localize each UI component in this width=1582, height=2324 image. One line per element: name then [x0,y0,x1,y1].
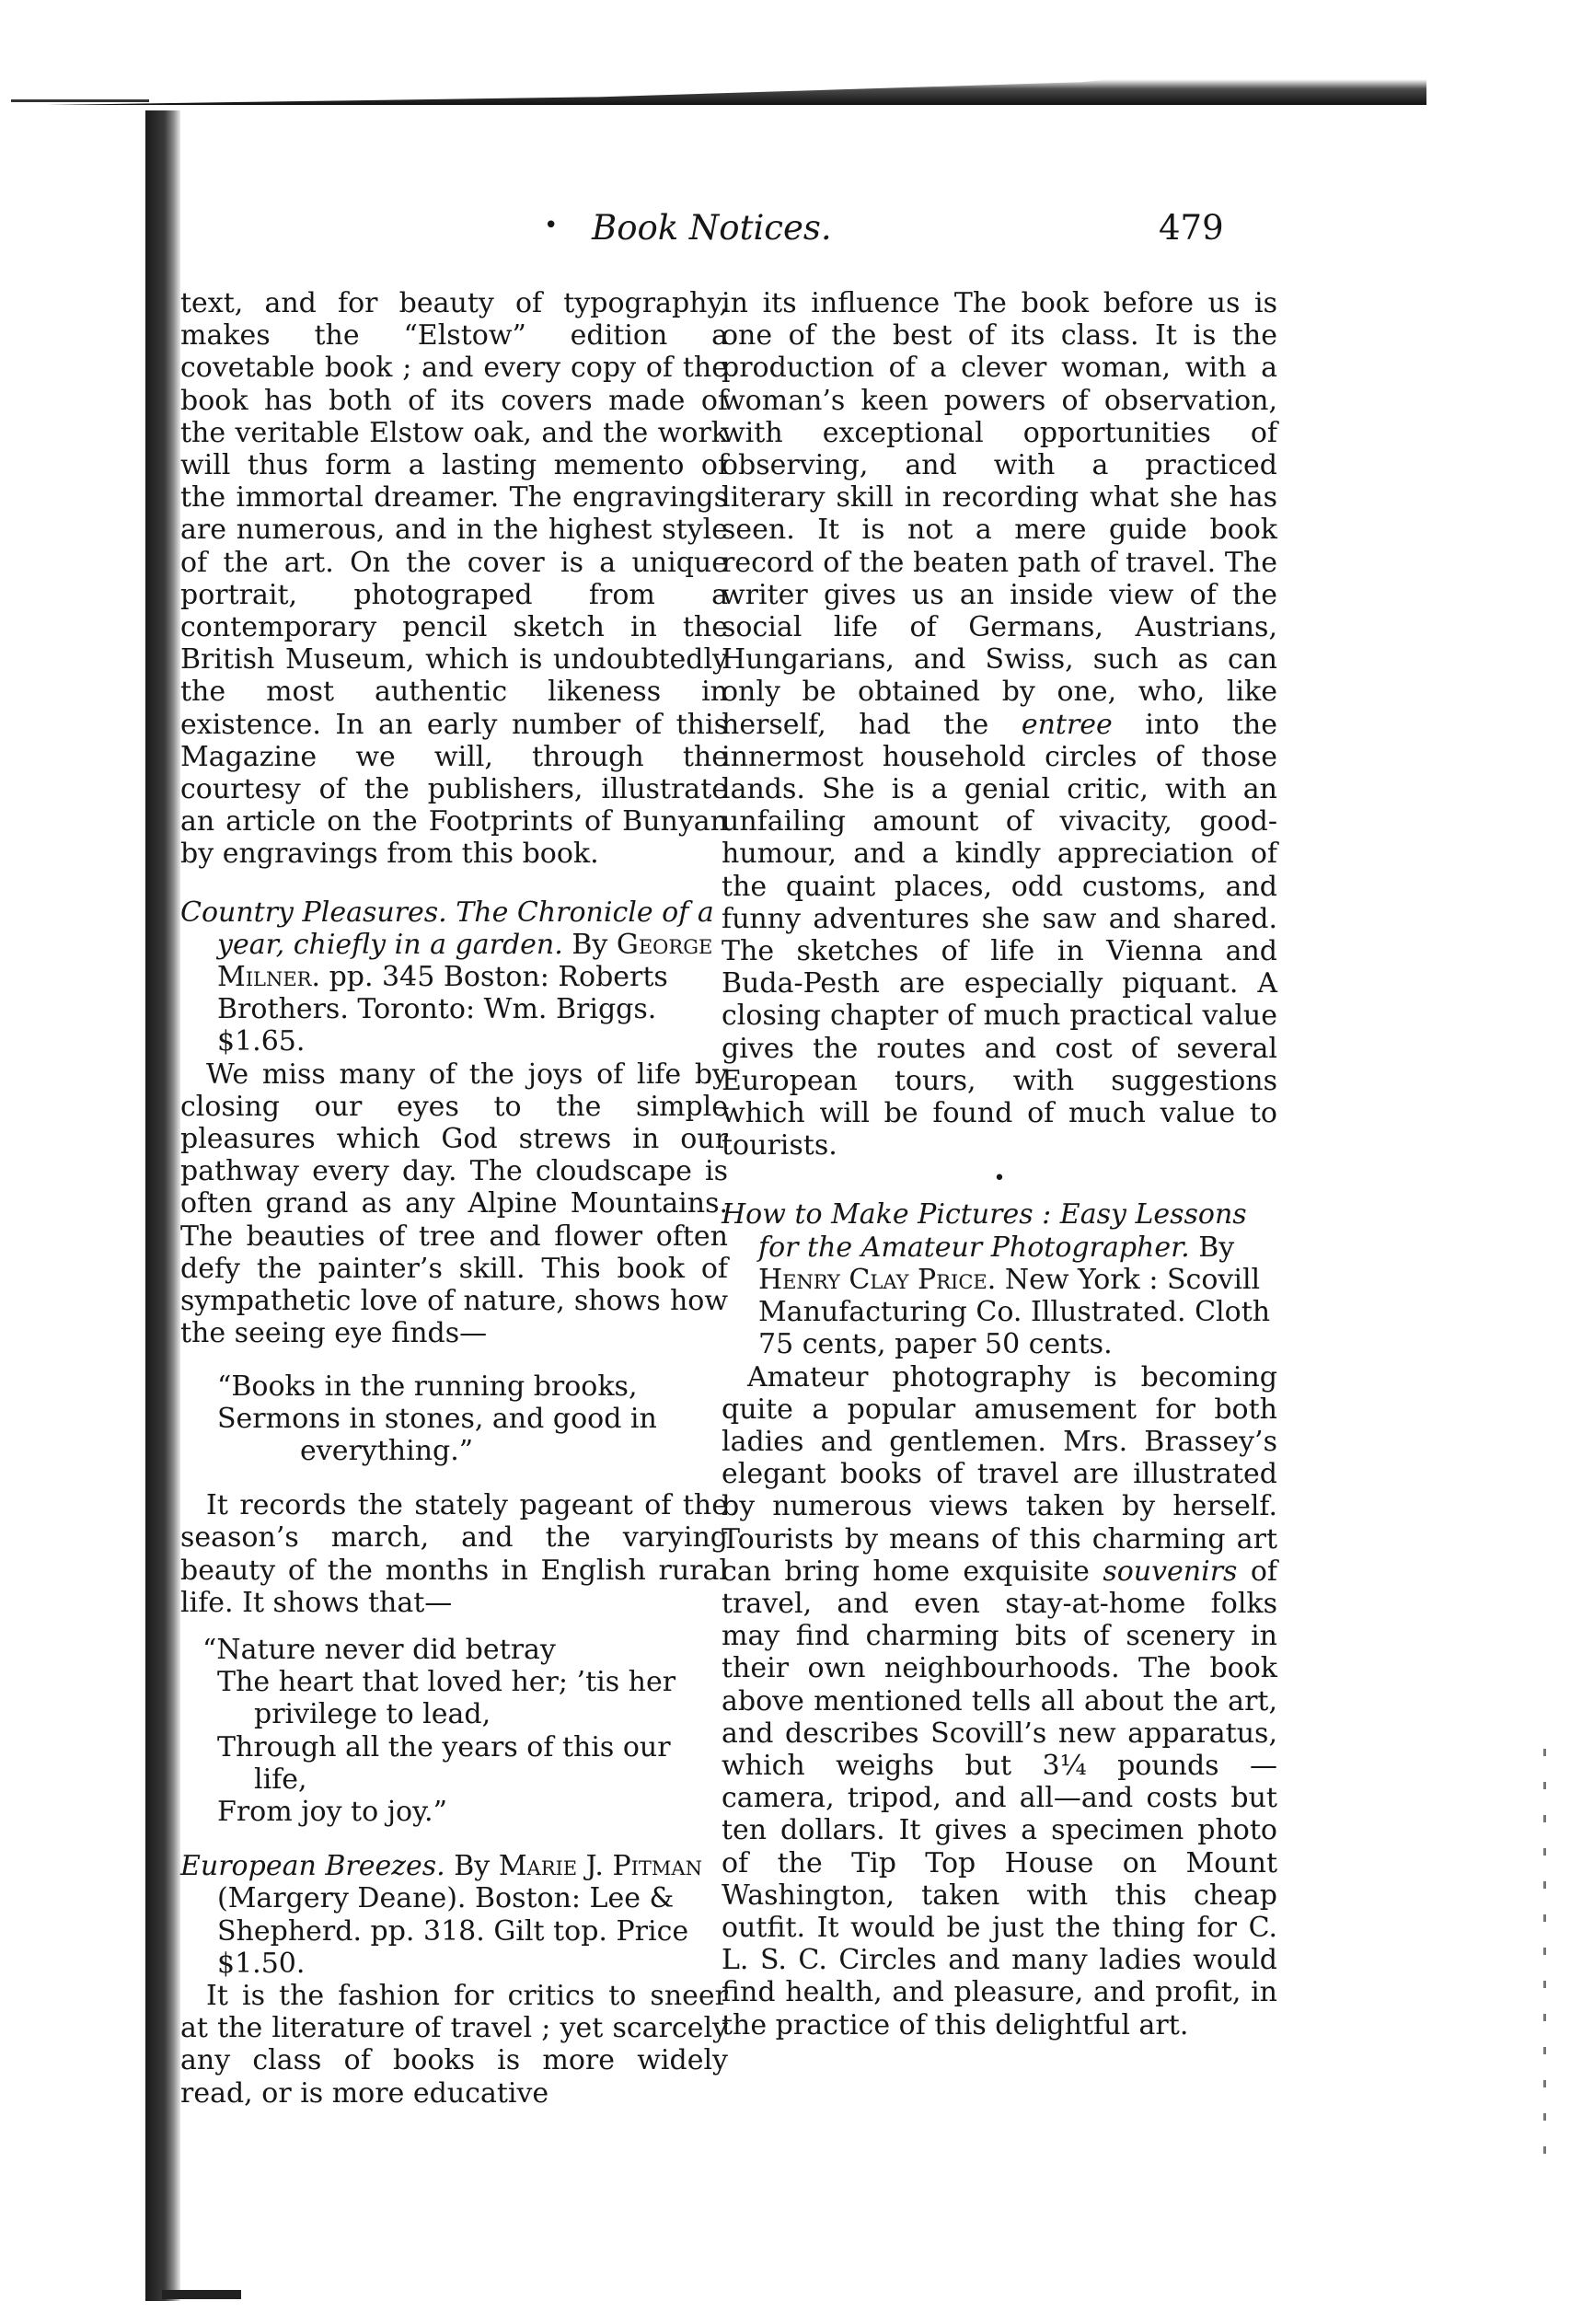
book-author: Marie J. Pitman [498,1850,702,1883]
text-run: of travel, and even stay-at-home folks may find charming bits of scenery in their own neighbourhoods. The book above mentioned tells all about the art, and describes Scovill’s new apparatus, which weighs but 3¼ pounds —camera, tripod, and all—and costs but ten dollars. It gives a specimen photo of the Tip Top House on Mount Washington, taken with this cheap outfit. It would be just the thing for C. L. S. C. Circles and many ladies would find health, and pleasure, and profit, in the practice of this delightful art. [722,1555,1277,2041]
binding-gutter-shadow [145,110,180,2301]
book-details: (Margery Deane). Boston: Lee & Shepherd. pp. 318. Gilt top. Price $1.50. [217,1882,689,1980]
text-run: into the innermost household circles of those lands. She is a genial critic, with an unfailing amount of vivacity, good-humour, and a kindly appreciation of the quaint places, odd customs, and funny adventures she saw and shared. The sketches of life in Vienna and Buda-Pesth are especially piquant. A closing chapter of much practical value gives the routes and cost of several European tours, with suggestions which will be found of much value to tourists. [722,708,1277,1162]
running-head [511,204,1247,260]
by-label: By [572,928,608,961]
book-title: How to Make Pictures : Easy Lessons for the Amateur Photographer. [722,1198,1247,1264]
by-label: By [1198,1231,1235,1264]
by-label: By [454,1850,491,1883]
section-separator: • [993,1167,1006,1191]
poem-line: The heart that loved her; ’tis her privilege to lead, [217,1666,676,1731]
book-notice-european-breezes [180,1850,728,1980]
book-details: New York : Scovill Manufacturing Co. Illustrated. Cloth 75 cents, paper 50 cents. [758,1263,1271,1361]
book-notice-country-pleasures [180,896,728,1058]
binding-foot-shadow [162,2290,241,2299]
page-top-shadow [46,48,1426,105]
poem-line: Sermons in stones, and good in everything.” [217,1402,657,1467]
book-notice-how-to-make-pictures [722,1198,1277,1360]
page-number: 479 [1159,208,1224,248]
book-subtitle: The Chronicle of a year, chiefly in a garden. [217,896,714,961]
running-head-bullet: • [544,212,559,239]
quotation-books-in-brooks [217,1370,728,1468]
scan-edge-specks [1539,1749,1552,2209]
emphasis: entree [1021,708,1113,741]
paragraph-joys-of-life: We miss many of the joys of life by closing our eyes to the simple pleasures which God strews in our pathway every day. The cloudscape is often grand as any Alpine Mountains. The beauties of tree and flower often defy the painter’s skill. This book of sympathetic love of nature, shows how the seeing eye finds— [180,1058,728,1350]
running-head-title: Book Notices. [592,208,832,248]
left-column [180,287,728,2238]
text-run: Amateur photography is becoming quite a popular amusement for both ladies and gentlemen. Mrs. Brassey’s elegant books of travel are illustrated by numerous views taken by herself. Tourists by means of this charming art can bring home exquisite [722,1360,1277,1588]
book-author: Henry Clay Price. [758,1263,997,1296]
poem-line: From joy to joy.” [217,1795,447,1828]
text-run: in its influence The book before us is one of the best of its class. It is the production of a clever woman, with a woman’s keen powers of observation, with exceptional opportunities of observing, and with a practiced literary skill in recording what she has seen. It is not a mere guide book record of the beaten path of travel. The writer gives us an inside view of the social life of Germans, Austrians, Hungarians, and Swiss, such as can only be obtained by one, who, like herself, had the [722,287,1277,741]
book-author: George Milner. [217,928,713,994]
paragraph-elstow-edition: text, and for beauty of typography, makes the “Elstow” edition a covetable book ; and every copy of the book has both of its covers made of the veritable Elstow oak, and the work will thus form a lasting memento of the immortal dreamer. The engravings are numerous, and in the highest style of the art. On the cover is a unique portrait, photograped from a contemporary pencil sketch in the British Museum, which is undoubtedly the most authentic likeness in existence. In an early number of this Magazine we will, through the courtesy of the publishers, illustrate an article on the Footprints of Bunyan by engravings from this book. [180,287,728,871]
book-details: pp. 345 Boston: Roberts Brothers. Toronto: Wm. Briggs. $1.65. [217,961,668,1058]
poem-line: “Nature never did betray [202,1633,556,1666]
paragraph-stately-pageant: It records the stately pageant of the season’s march, and the varying beauty of the months in English rural life. It shows that— [180,1489,728,1619]
poem-line: “Books in the running brooks, [217,1370,638,1403]
right-column [722,287,1277,2238]
book-title: European Breezes. [180,1850,445,1883]
quotation-nature-never [180,1634,728,1828]
paragraph-european-breezes-review [722,287,1277,1162]
paragraph-amateur-photography [722,1361,1277,2041]
book-title: Country Pleasures. [180,896,447,929]
paragraph-literature-of-travel: It is the fashion for critics to sneer at the literature of travel ; yet scarcely any class of books is more widely read, or is more educative [180,1979,728,2110]
poem-line: Through all the years of this our life, [217,1730,671,1796]
emphasis: souvenirs [1103,1555,1238,1588]
page-edge-rule [11,99,149,102]
